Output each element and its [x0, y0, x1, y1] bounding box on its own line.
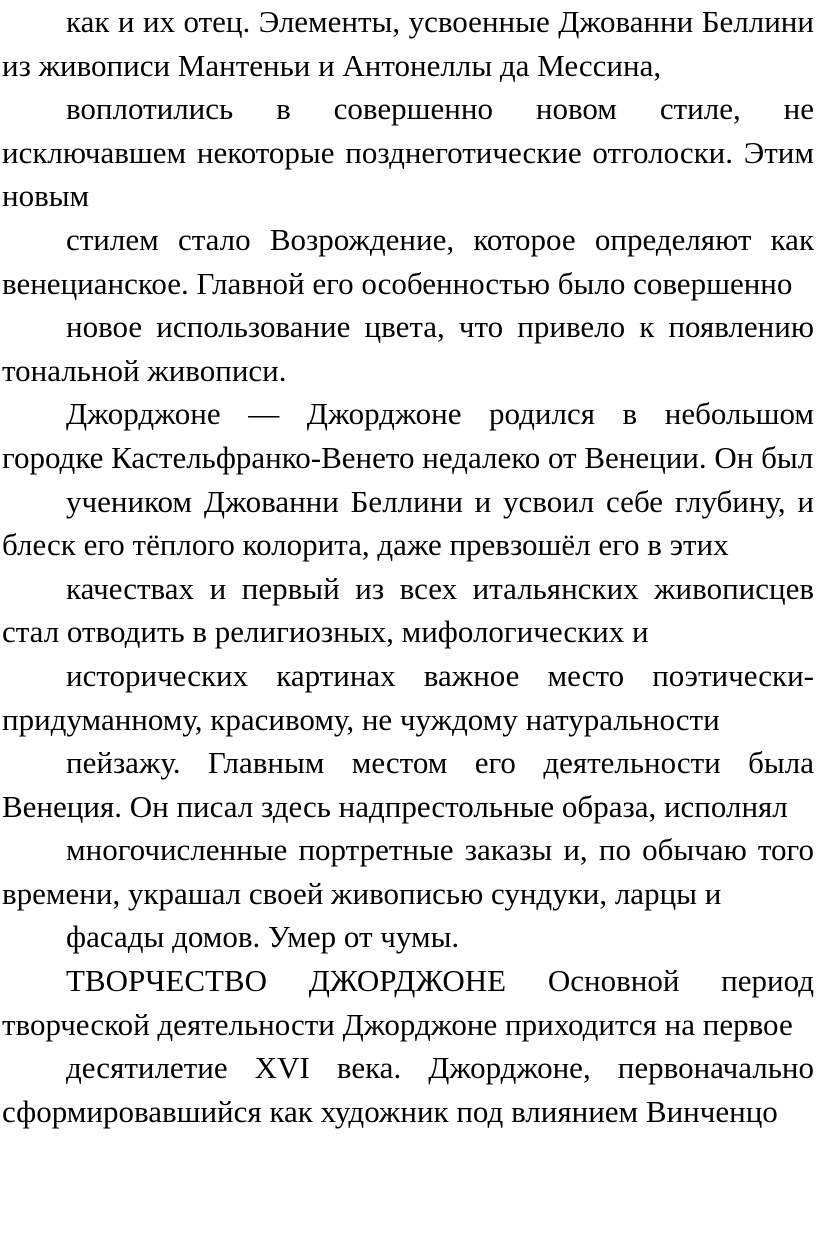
paragraph-9: пейзажу. Главным местом его деятельности была Венеция. Он писал здесь надпрестольные образа, исполнял — [2, 745, 814, 824]
paragraph-2: воплотились в совершенно новом стиле, не исключавшем некоторые позднеготические отголоски. Этим новым — [2, 91, 814, 214]
paragraph-11: фасады домов. Умер от чумы. — [66, 919, 460, 955]
paragraph-6: учеником Джованни Беллини и усвоил себе глубину, и блеск его тёплого колорита, даже превзошёл его в этих — [2, 483, 814, 563]
paragraph-10: многочисленные портретные заказы и, по обычаю того времени, украшал своей живописью сундуки, ларцы и — [2, 832, 814, 911]
paragraph-5: Джорджоне — Джорджоне родился в небольшом городке Кастельфранко-Венето недалеко от Венеции. Он был — [2, 396, 814, 475]
paragraph-3: стилем стало Возрождение, которое определяют как венецианское. Главной его особенностью было совершенно — [2, 221, 814, 301]
paragraph-1: как и их отец. Элементы, усвоенные Джованни Беллини из живописи Мантеньи и Антонеллы да Мессина, — [2, 4, 814, 83]
paragraph-13: десятилетие XVI века. Джорджоне, первоначально сформировавшийся как художник под влиянием Винченцо — [2, 1050, 814, 1129]
paragraph-8: исторических картинах важное место поэтически-придуманному, красивому, не чуждому натуральности — [2, 657, 814, 737]
paragraph-12: ТВОРЧЕСТВО ДЖОРДЖОНЕ Основной период творческой деятельности Джорджоне приходится на первое — [2, 963, 814, 1042]
paragraph-4: новое использование цвета, что привело к появлению тональной живописи. — [2, 309, 814, 388]
paragraph-7: качествах и первый из всех итальянских живописцев стал отводить в религиозных, мифологических и — [2, 570, 814, 650]
